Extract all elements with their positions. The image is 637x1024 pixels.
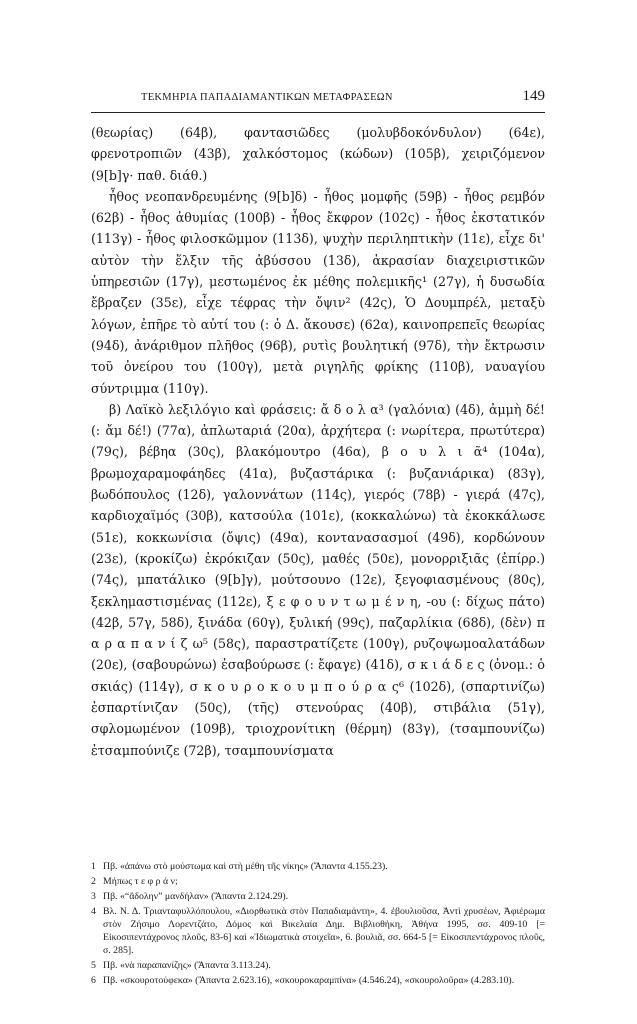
footnote-mark: 5	[91, 960, 96, 971]
footnote-mark: 2	[91, 876, 96, 887]
footnote	[91, 860, 545, 873]
footnote-mark: 4	[91, 906, 96, 917]
footnote-mark: 1	[91, 861, 96, 872]
footnote-text: Βλ. Ν. Δ. Τριανταφυλλόπουλου, «Διορθωτικὰ στὸν Παπαδιαμάντη», 4. ἐβουλιοῦσα, Ἀντὶ χρυσέων, Ἀφιέρωμα στὸν Ζήσιμο Λορεντζάτο, Δόμος καὶ Βικελαία Δημ. Βιβλιοθήκη, Ἀθήνα 1995, σσ. 409-10 [= Εἰκοσιπεντάχρονος πλοῦς, 83-6] καὶ «Ἰδιωματικὰ στοιχεῖα», 6. βουλιᾶ, σσ. 664-5 [= Εἰκοσιπεντάχρονος πλοῦς, σ. 285].	[103, 906, 545, 956]
footnote	[91, 905, 545, 957]
page-header	[91, 88, 545, 108]
footnote-text: Πβ. «νὰ παραπανίζης» (Ἅπαντα 3.113.24).	[103, 960, 271, 971]
body-text	[91, 122, 545, 761]
footnote	[91, 974, 545, 987]
paragraph: ἦθος νεοπανδρευμένης (9[b]δ) - ἦθος μομφῆς (59β) - ἦθος ρεμβόν (62β) - ἦθος ἀθυμίας (100β) - ἦθος ἔκφρον (102ς) - ἦθος ἐκστατικόν (113γ) - ἦθος φιλοσκῶμμον (113δ), ψυχὴν περιληπτικὴν (11ε), εἶχε δι' αὐτὸν τὴν ἕλξιν τῆς ἀβύσσου (13δ), ἀκρασίαν διαχειριστικῶν ὑπηρεσιῶν (17γ), μεστωμένος ἐκ μέθης πολεμικῆς¹ (27γ), ἡ δυσωδία ἔβραζεν (35ε), εἶχε τέφρας τὴν ὄψιν² (42ς), Ὁ Δουμπρέλ, μεταξὺ λόγων, ἐπῆρε τὸ αὐτί του (: ὁ Δ. ἄκουσε) (62α), καινοπρεπεῖς θεωρίας (94δ), ἀνάριθμον πλῆθος (96β), ρυτὶς βουλητική (97δ), τὴν ἔκτρωσιν τοῦ ὀνείρου του (100γ), μετὰ ριγηλῆς φρίκης (110β), ναυαγίου σύντριμμα (110γ).	[91, 188, 545, 396]
footnote-text: Πβ. «σκουροτούφεκα» (Ἅπαντα 2.623.16), «σκουροκαραμπίνα» (4.546.24), «σκουρολοῦρα» (4.283.10).	[103, 975, 515, 986]
footnote-text: Πβ. «ἀπάνω στὸ μούστωμα καὶ στὴ μέθη τῆς νίκης» (Ἅπαντα 4.155.23).	[103, 861, 388, 872]
footnote-text: Μήπως τ ε φ ρ ά ν;	[103, 876, 178, 887]
footnote	[91, 959, 545, 972]
footnote-text: Πβ. «“ἄδολην” μανδήλαν» (Ἅπαντα 2.124.29).	[103, 891, 289, 902]
footnote	[91, 890, 545, 903]
footnotes	[91, 860, 545, 989]
footnote-mark: 6	[91, 975, 96, 986]
footnote-mark: 3	[91, 891, 96, 902]
footnote	[91, 875, 545, 888]
paragraph: (θεωρίας) (64β), φαντασιῶδες (μολυβδοκόνδυλον) (64ε), φρενοτροπιῶν (43β), χαλκόστομος (κώδων) (105β), χειριζόμενον (9[b]γ· παθ. διάθ.)	[91, 125, 545, 183]
paragraph: β) Λαϊκὸ λεξιλόγιο καὶ φράσεις: ἄ δ ο λ α³ (γαλόνια) (4δ), ἀμμὴ δέ! (: ἄμ δέ!) (77α), ἀπλωταριά (20α), ἀρχήτερα (: νωρίτερα, πρωτύτερα) (79ς), βέβηα (30ς), βλακόμουτρο (46α), β ο υ λ ι ᾶ⁴ (104α), βρωμοχαραμοφάηδες (41α), βυζαστάρικα (: βυζανιάρικα) (83γ), βωδόπουλος (12δ), γαλοννάτων (114ς), γιερός (78β) - γιερά (47ς), καρδιοχαϊμός (30β), κατσούλα (101ε), (κοκκαλώνω) τὰ ἐκοκκάλωσε (51ε), κοκκωνίσια (ὄψις) (49α), κοντανασασμοί (49δ), κορδώνουν (23ε), (κροκίζω) ἐκρόκιζαν (50ς), μαθές (50ε), μονορριξιᾶς (ἐπίρρ.) (74ς), μπατάλικο (9[b]γ), μούτσουνο (12ε), ξεγοφιασμένους (80ς), ξεκλημαστισμένας (112ε), ξ ε φ ο υ ν τ ω μ έ ν η, -ου (: δίχως πάτο) (42β, 57γ, 58δ), ξινάδα (60γ), ξυλική (99ς), παζαρλίκια (68δ), (δὲν) π α ρ α π α ν ί ζ ω⁵ (58ς), παραστρατίζετε (100γ), ρυζοψωμοαλατάδων (20ε), (σαβουρώνω) ἐσαβούρωσε (: ἔφαγε) (41δ), σ κ ι ά δ ε ς (ὀνομ.: ὁ σκιάς) (114γ), σ κ ο υ ρ ο κ ο υ μ π ο ύ ρ α ς⁶ (102δ), (σπαρτινίζω) ἐσπαρτίνιζαν (50ς), (τῆς) στενούρας (40β), στιβάλια (51γ), σφλομωμένον (109β), τριοχρονίτικη (θέρμη) (83γ), (τσαμπουνίζω) ἐτσαμπούνιζε (72β), τσαμπουνίσματα	[91, 401, 545, 758]
running-head: ΤΕΚΜΗΡΙΑ ΠΑΠΑΔΙΑΜΑΝΤΙΚΩΝ ΜΕΤΑΦΡΑΣΕΩΝ	[141, 92, 393, 103]
header-rule	[91, 112, 545, 113]
page-number: 149	[522, 88, 545, 104]
